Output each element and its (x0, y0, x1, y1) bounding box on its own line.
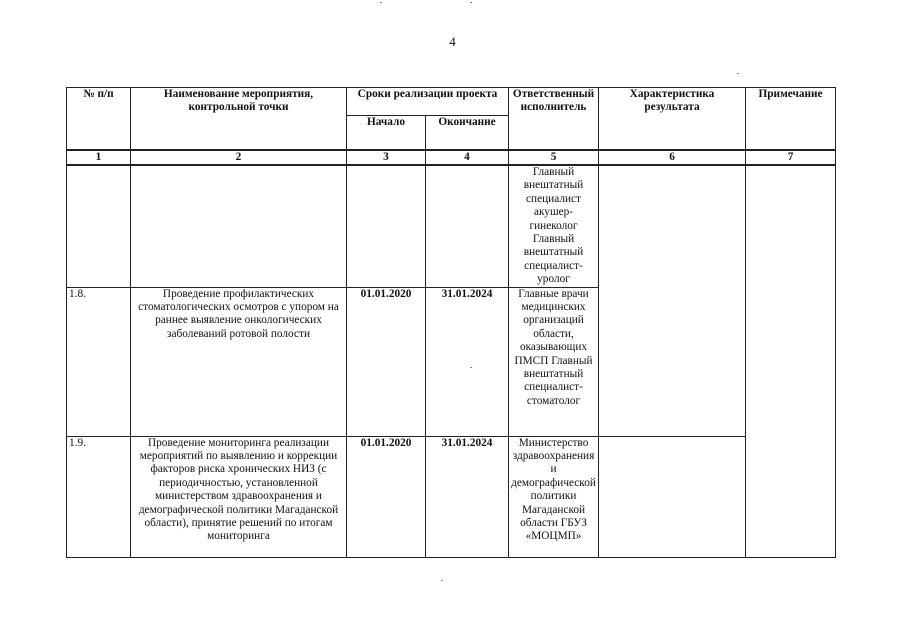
header-start: Начало (347, 116, 426, 150)
header-end: Окончание (426, 116, 509, 150)
scan-speck (441, 580, 443, 581)
cell-num: 1.9. (67, 436, 131, 557)
table-row (67, 436, 836, 557)
scan-speck (470, 367, 472, 368)
cell-result (599, 436, 746, 557)
cell-start: 01.01.2020 (347, 287, 426, 436)
cell-start (347, 165, 426, 287)
column-number: 5 (509, 150, 599, 165)
cell-result (599, 165, 746, 436)
header-note: Примечание (746, 88, 836, 150)
column-number: 7 (746, 150, 836, 165)
header-name: Наименование мероприятия, контрольной точки (131, 88, 347, 150)
table-row (67, 165, 836, 287)
column-number: 1 (67, 150, 131, 165)
cell-end: 31.01.2024 (426, 287, 509, 436)
column-number: 2 (131, 150, 347, 165)
header-result: Характеристика результата (599, 88, 746, 150)
column-number: 6 (599, 150, 746, 165)
cell-end (426, 165, 509, 287)
header-responsible: Ответственный исполнитель (509, 88, 599, 150)
cell-num: 1.8. (67, 287, 131, 436)
activities-table (66, 87, 836, 558)
header-terms: Сроки реализации проекта (347, 88, 509, 116)
scan-speck (380, 2, 382, 3)
cell-responsible: Министерство здравоохранения и демографической политики Магаданской области ГБУЗ «МОЦМП» (509, 436, 599, 557)
cell-responsible: Главные врачи медицинских организаций области, оказывающих ПМСП Главный внештатный специалист-стоматолог (509, 287, 599, 436)
scan-speck (470, 2, 472, 3)
cell-note (746, 165, 836, 557)
page-number: 4 (449, 34, 456, 49)
cell-num (67, 165, 131, 287)
column-number: 3 (347, 150, 426, 165)
cell-start: 01.01.2020 (347, 436, 426, 557)
cell-end: 31.01.2024 (426, 436, 509, 557)
column-number: 4 (426, 150, 509, 165)
header-num: № п/п (67, 88, 131, 150)
cell-name: Проведение профилактических стоматологических осмотров с упором на раннее выявление онкологических заболеваний ротовой полости (131, 287, 347, 436)
cell-responsible: Главный внештатный специалист акушер-гинеколог Главный внештатный специалист-уролог (509, 165, 599, 287)
cell-name (131, 165, 347, 287)
scan-speck (737, 73, 739, 74)
cell-name: Проведение мониторинга реализации мероприятий по выявлению и коррекции факторов риска хронических НИЗ (с периодичностью, установленной министерством здравоохранения и демографической политики Магаданской области), принятие решений по итогам мониторинга (131, 436, 347, 557)
